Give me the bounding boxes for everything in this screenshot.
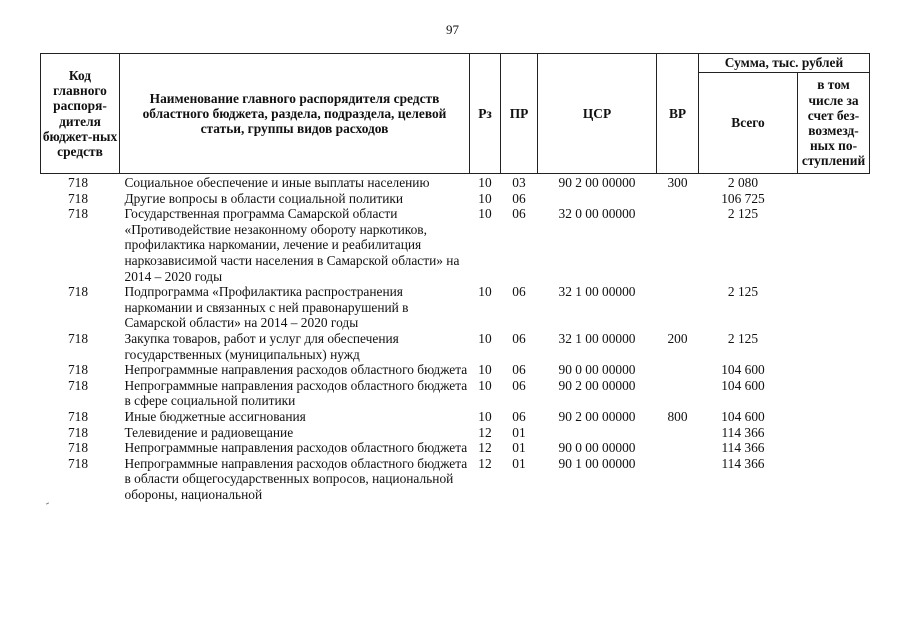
cell-code: 718 [67,424,89,440]
cell-gratuitous [798,362,870,378]
cell-name: Государственная программа Самарской области «Противодействие незаконному обороту наркотиков, профилактика наркомании, лечение и реабилитация наркозависимой части населения в Самарской области» на 2014 – 2020 годы [124,206,460,284]
cell-gratuitous [798,284,870,331]
cell-gratuitous [798,440,870,456]
cell-vr [657,206,699,284]
header-vr: ВР [657,54,699,174]
table-row [41,206,870,284]
cell-rz: 10 [478,408,492,424]
scan-speck [46,502,49,504]
cell-code: 718 [67,362,89,378]
cell-pr: 03 [512,175,526,190]
header-sum: Сумма, тыс. рублей [699,54,870,73]
cell-rz: 12 [478,455,492,471]
cell-pr: 06 [512,284,526,300]
cell-rz: 10 [478,330,492,346]
cell-name: Непрограммные направления расходов областного бюджета в сфере социальной политики [124,377,468,409]
cell-csr: 32 1 00 00000 [558,284,636,300]
cell-rz: 10 [478,377,492,393]
table-row [41,174,870,191]
cell-total: 114 366 [721,455,765,471]
cell-total: 104 600 [721,377,765,393]
cell-csr: 90 0 00 00000 [558,440,636,456]
cell-total: 2 080 [727,175,759,190]
cell-csr [538,191,657,207]
page-number: 97 [446,22,459,37]
cell-code: 718 [67,175,89,190]
cell-csr: 90 2 00 00000 [558,175,636,190]
cell-rz: 12 [478,440,492,456]
cell-name: Непрограммные направления расходов областного бюджета [124,362,468,378]
cell-vr [657,378,699,409]
budget-table [40,53,870,502]
cell-vr: 200 [667,330,688,346]
cell-code: 718 [67,440,89,456]
table-row [41,331,870,362]
cell-csr: 32 1 00 00000 [558,330,636,346]
cell-code: 718 [67,455,89,471]
cell-csr: 90 2 00 00000 [558,377,636,393]
cell-name: Непрограммные направления расходов областного бюджета в области общегосударственных вопросов, национальной обороны, национальной [124,455,468,502]
header-pr: ПР [501,54,538,174]
cell-csr: 90 0 00 00000 [558,362,636,378]
cell-name: Другие вопросы в области социальной политики [124,190,404,206]
cell-code: 718 [67,330,89,346]
cell-vr [657,191,699,207]
cell-name: Подпрограмма «Профилактика распространения наркомании и связанных с ней правонарушений в Самарской области» на 2014 – 2020 годы [124,284,409,331]
cell-gratuitous [798,174,870,191]
cell-gratuitous [798,425,870,441]
cell-pr: 06 [512,377,526,393]
cell-total: 104 600 [721,362,765,378]
cell-name: Социальное обеспечение и иные выплаты населению [124,175,430,190]
cell-gratuitous [798,191,870,207]
cell-total: 114 366 [721,440,765,456]
table-row [41,456,870,503]
header-code: Код главного распоря-дителя бюджет-ных средств [41,54,120,174]
cell-gratuitous [798,456,870,503]
cell-rz: 10 [478,190,492,206]
cell-name: Закупка товаров, работ и услуг для обеспечения государственных (муниципальных) нужд [124,330,399,362]
cell-gratuitous [798,378,870,409]
table-row [41,409,870,425]
cell-code: 718 [67,408,89,424]
cell-rz: 10 [478,284,492,300]
cell-vr: 800 [667,408,688,424]
cell-total: 114 366 [721,424,765,440]
cell-vr [657,425,699,441]
header-name: Наименование главного распорядителя средств областного бюджета, раздела, подраздела, целевой статьи, группы видов расходов [120,54,470,174]
cell-gratuitous [798,331,870,362]
cell-vr [657,362,699,378]
cell-total: 2 125 [727,284,759,300]
cell-gratuitous [798,409,870,425]
header-csr: ЦСР [538,54,657,174]
table-row [41,284,870,331]
cell-rz: 10 [478,206,492,222]
table-row [41,440,870,456]
cell-rz: 10 [478,175,492,190]
cell-pr: 06 [512,408,526,424]
cell-csr [538,425,657,441]
cell-total: 104 600 [721,408,765,424]
table-row [41,378,870,409]
cell-vr [657,284,699,331]
cell-csr: 90 2 00 00000 [558,408,636,424]
cell-pr: 06 [512,190,526,206]
cell-pr: 06 [512,330,526,346]
cell-pr: 01 [512,440,526,456]
cell-name: Иные бюджетные ассигнования [124,408,306,424]
cell-code: 718 [67,284,89,300]
header-rz: Рз [470,54,501,174]
table-row [41,362,870,378]
table-body [41,174,870,503]
cell-code: 718 [67,206,89,222]
cell-code: 718 [67,377,89,393]
cell-vr [657,440,699,456]
cell-pr: 06 [512,206,526,222]
cell-pr: 06 [512,362,526,378]
cell-total: 106 725 [721,190,765,206]
cell-vr: 300 [667,175,688,190]
table-row [41,425,870,441]
cell-rz: 10 [478,362,492,378]
cell-rz: 12 [478,424,492,440]
cell-code: 718 [67,190,89,206]
cell-name: Телевидение и радиовещание [124,424,294,440]
cell-gratuitous [798,206,870,284]
cell-vr [657,456,699,503]
header-gratuitous: в том числе за счет без-возмезд-ных по-ступлений [798,73,870,174]
table-row [41,191,870,207]
cell-csr: 90 1 00 00000 [558,455,636,471]
cell-pr: 01 [512,455,526,471]
header-total: Всего [699,73,798,174]
cell-name: Непрограммные направления расходов областного бюджета [124,440,468,456]
cell-pr: 01 [512,424,526,440]
cell-csr: 32 0 00 00000 [558,206,636,222]
cell-total: 2 125 [727,206,759,222]
cell-total: 2 125 [727,330,759,346]
